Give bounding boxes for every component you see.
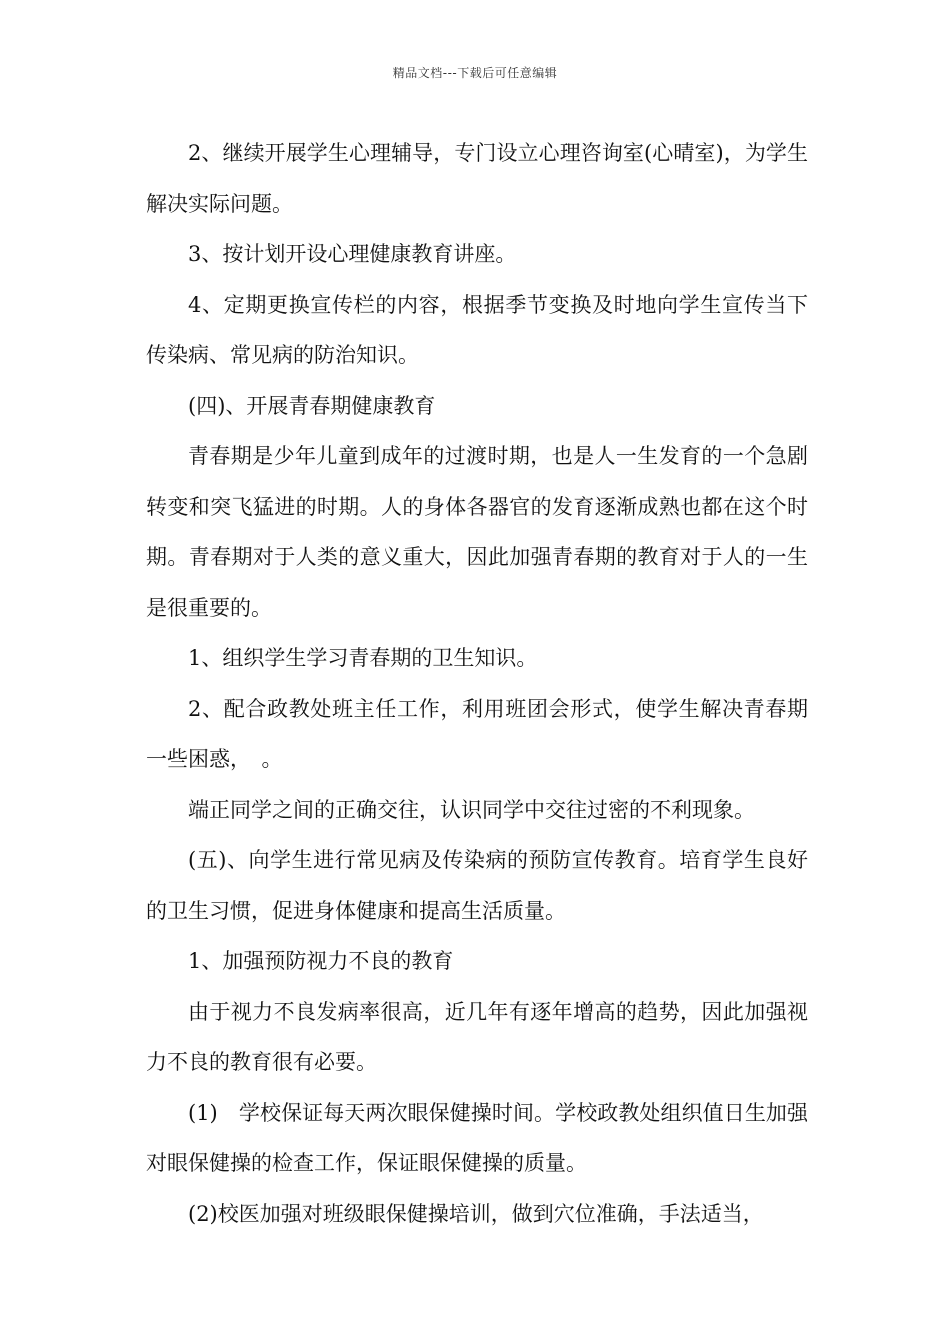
paragraph-counseling: 2、继续开展学生心理辅导，专门设立心理咨询室(心晴室)，为学生解决实际问题。	[146, 141, 808, 216]
section-heading-disease-prevention: (五)、向学生进行常见病及传染病的预防宣传教育。培育学生良好的卫生习惯，促进身体健康和提高生活质量。	[146, 848, 808, 923]
paragraph-hygiene-knowledge: 1、组织学生学习青春期的卫生知识。	[188, 646, 538, 670]
paragraph-vision-heading: 1、加强预防视力不良的教育	[188, 949, 454, 973]
page-header: 精品文档---下载后可任意编辑	[392, 66, 558, 80]
paragraph-eye-exercise-training: (2)校医加强对班级眼保健操培训，做到穴位准确，手法适当，	[188, 1201, 764, 1226]
paragraph-lectures: 3、按计划开设心理健康教育讲座。	[188, 242, 517, 266]
document-body	[146, 128, 808, 1239]
paragraph-bulletin-board: 4、定期更换宣传栏的内容，根据季节变换及时地向学生宣传当下传染病、常见病的防治知识。	[146, 292, 808, 367]
paragraph-class-meetings: 2、配合政教处班主任工作，利用班团会形式，使学生解决青春期一些困惑， 。	[146, 696, 808, 771]
paragraph-eye-exercise-time: (1) 学校保证每天两次眼保健操时间。学校政教处组织值日生加强对眼保健操的检查工作，保证眼保健操的质量。	[146, 1100, 808, 1175]
paragraph-vision-intro: 由于视力不良发病率很高，近几年有逐年增高的趋势，因此加强视力不良的教育很有必要。	[146, 999, 808, 1074]
paragraph-adolescence-intro: 青春期是少年儿童到成年的过渡时期，也是人一生发育的一个急剧转变和突飞猛进的时期。人的身体各器官的发育逐渐成熟也都在这个时期。青春期对于人类的意义重大，因此加强青春期的教育对于人的一生是很重要的。	[146, 444, 808, 620]
section-heading-adolescence: (四)、开展青春期健康教育	[188, 393, 436, 418]
paragraph-peer-relations: 端正同学之间的正确交往，认识同学中交往过密的不利现象。	[188, 797, 755, 822]
